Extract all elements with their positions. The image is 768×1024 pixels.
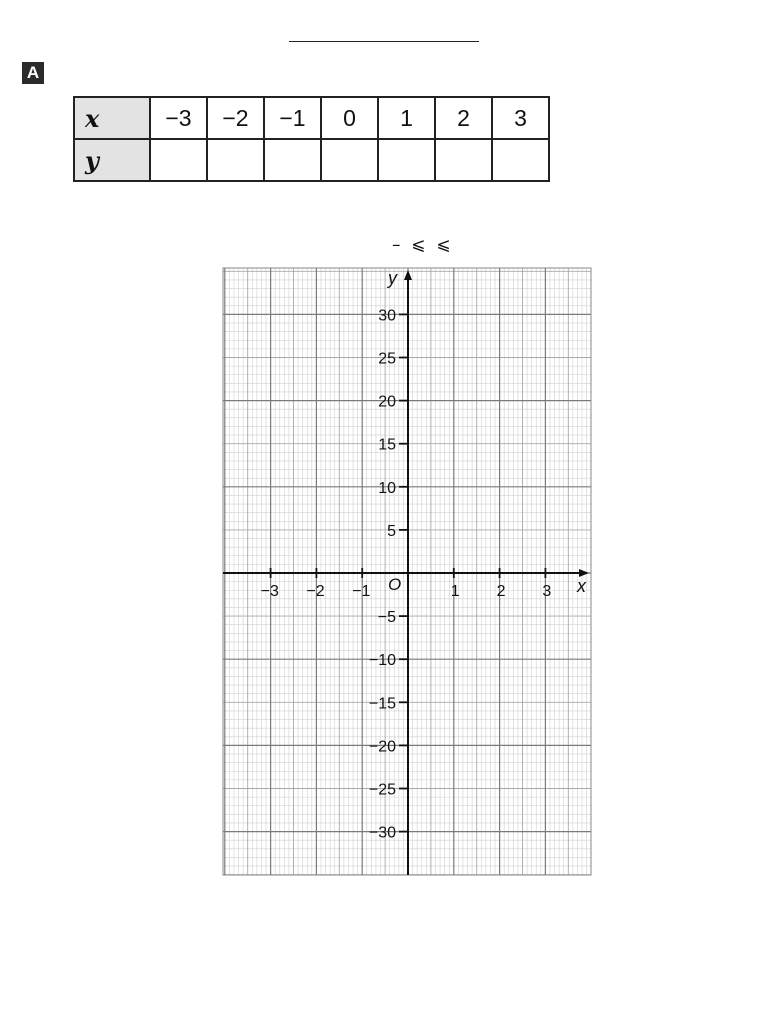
x-axis-label: x <box>577 576 586 596</box>
y-tick-label: 30 <box>378 307 396 325</box>
x-value-cell: −2 <box>207 97 264 139</box>
y-tick-label: −25 <box>368 781 396 799</box>
x-tick-label: −1 <box>352 583 371 600</box>
x-row-header: x <box>74 97 150 139</box>
x-value-cell: 0 <box>321 97 378 139</box>
origin-label: O <box>388 575 402 594</box>
x-value-cell: 3 <box>492 97 549 139</box>
part-label-badge: A <box>22 62 44 84</box>
y-tick-label: 20 <box>378 393 396 411</box>
x-tick-label: 1 <box>450 583 460 600</box>
axes <box>223 270 589 875</box>
y-axis-label: y <box>388 268 397 288</box>
y-tick-label: −30 <box>368 824 396 842</box>
y-tick-label: 10 <box>378 479 396 497</box>
y-tick-label: 25 <box>378 350 396 368</box>
x-tick-label: −2 <box>306 583 325 600</box>
x-value-cell: −3 <box>150 97 207 139</box>
y-tick-label: −10 <box>368 652 396 670</box>
x-value-cell: −1 <box>264 97 321 139</box>
x-tick-label: −3 <box>260 583 279 600</box>
x-value-cell: 2 <box>435 97 492 139</box>
x-value-cell: 1 <box>378 97 435 139</box>
domain-inequality-note: – ⩽ ⩽ <box>392 235 451 255</box>
x-tick-label: 2 <box>496 583 506 600</box>
y-tick-label: −5 <box>377 609 396 627</box>
x-tick-label: 3 <box>542 583 552 600</box>
tick-labels <box>261 268 587 842</box>
y-tick-label: 5 <box>387 522 396 540</box>
y-tick-label: 15 <box>378 436 396 454</box>
y-tick-label: −15 <box>368 695 396 713</box>
y-tick-label: −20 <box>368 738 396 756</box>
y-row-header: y <box>74 139 150 181</box>
